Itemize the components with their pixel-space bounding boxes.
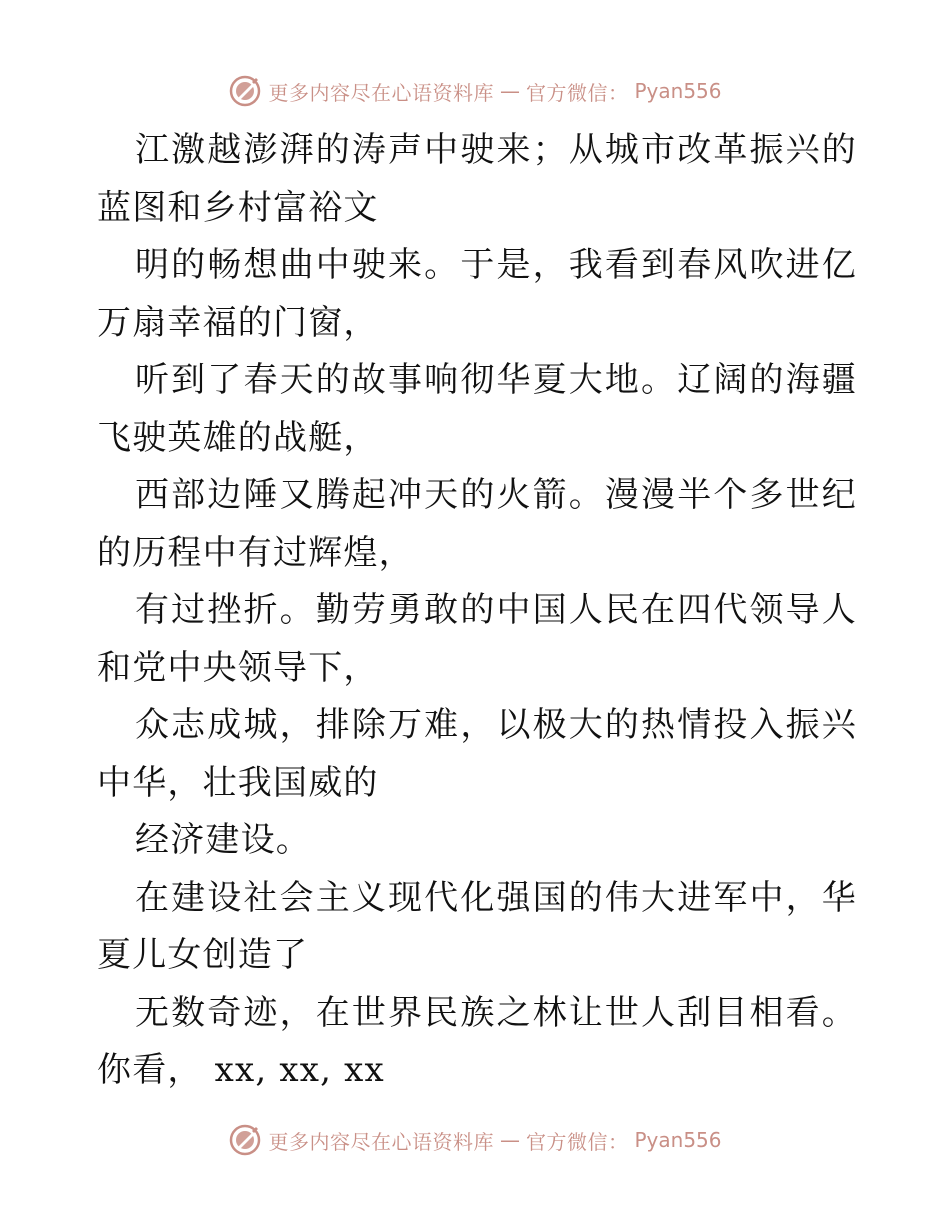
paragraph: 众志成城，排除万难，以极大的热情投入振兴中华，壮我国威的 [97,705,857,803]
paragraph: 有过挫折。勤劳勇敢的中国人民在四代领导人和党中央领导下， [97,590,857,688]
paragraph: 明的畅想曲中驶来。于是，我看到春风吹进亿万扇幸福的门窗， [97,245,857,343]
pen-logo-icon [228,74,262,108]
banner-text: 更多内容尽在心语资料库 [268,1129,494,1154]
pen-logo-icon [228,1123,262,1157]
banner-text: 更多内容尽在心语资料库 [268,80,494,105]
footer-watermark [0,1123,950,1157]
banner-label: 官方微信： [525,80,629,105]
banner-label: 官方微信： [525,1129,629,1154]
paragraph: 在建设社会主义现代化强国的伟大进军中，华夏儿女创造了 [97,877,857,975]
banner-separator: — [499,79,520,103]
banner-id: Pyan556 [634,79,722,103]
paragraph: 经济建设。 [135,820,311,860]
paragraph: 西部边陲又腾起冲天的火箭。漫漫半个多世纪的历程中有过辉煌， [97,475,857,573]
banner-id: Pyan556 [634,1128,722,1152]
paragraph: 江激越澎湃的涛声中驶来；从城市改革振兴的蓝图和乡村富裕文 [97,130,857,228]
body-text [97,122,857,1100]
paragraph: 听到了春天的故事响彻华夏大地。辽阔的海疆飞驶英雄的战艇， [97,360,857,458]
paragraph: 无数奇迹，在世界民族之林让世人刮目相看。你看， xx, xx, xx [97,992,857,1090]
banner-separator: — [499,1128,520,1152]
header-watermark [0,74,950,108]
